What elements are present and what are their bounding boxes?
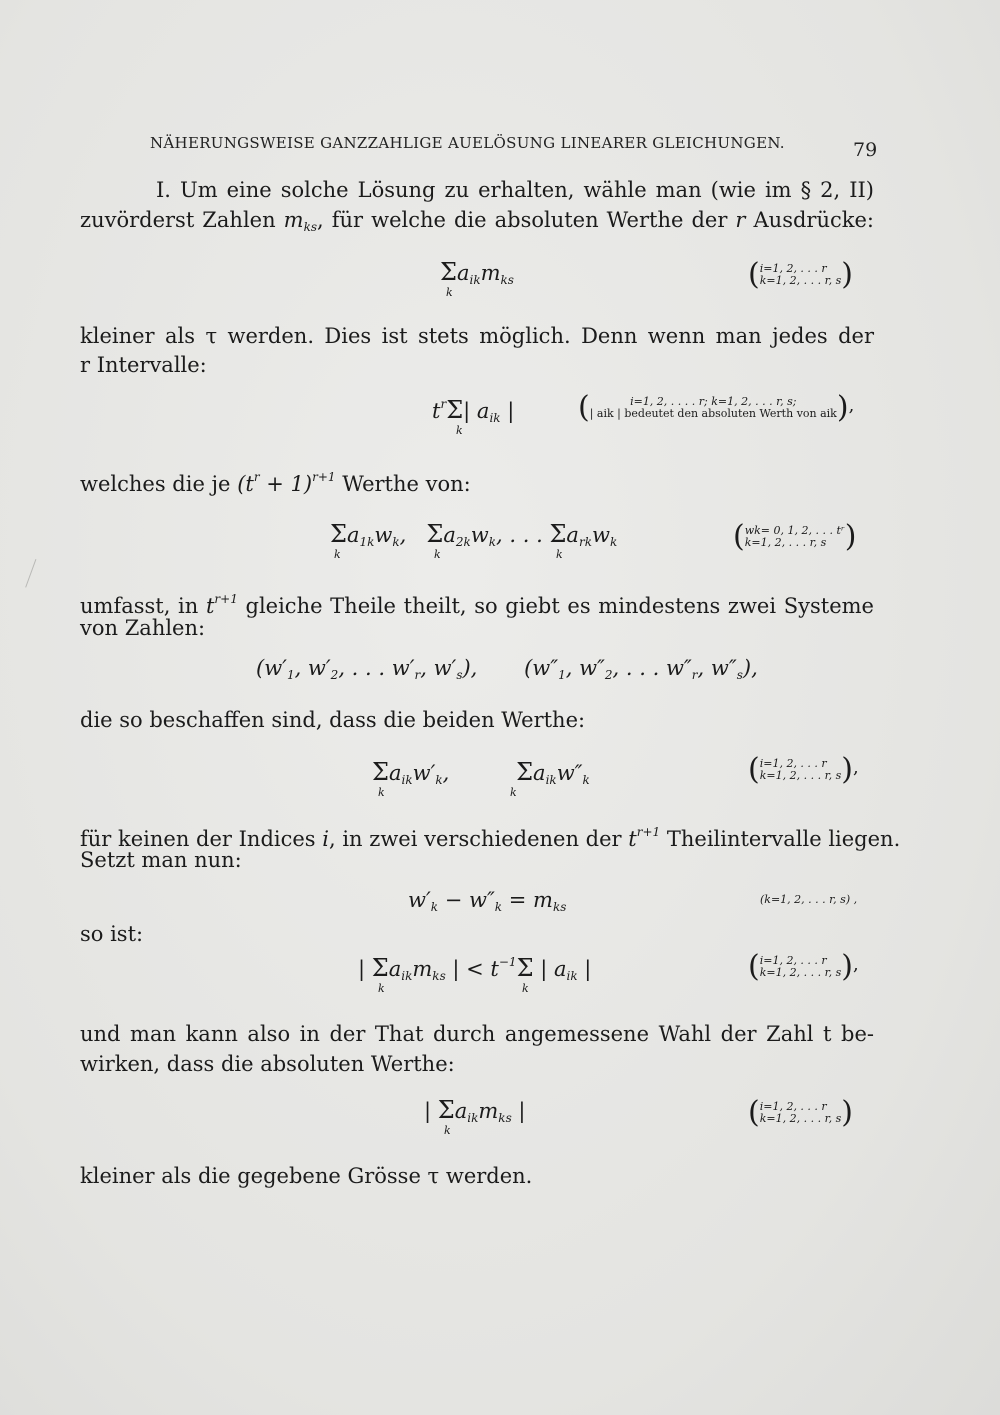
text-line-6b: gleiche Theile theilt, so giebt es mindestens zwei Systeme: [245, 594, 874, 618]
formula-abs-sum-aik-mks: | $\Sigma a_{ik}m_{ks}$ | k: [424, 1096, 526, 1137]
formula-5-conditions: (i=1, 2, . . . r k=1, 2, . . . r, s),: [748, 752, 859, 787]
text-line-3: kleiner als τ werden. Dies ist stets möglich. Denn wenn man jedes der: [80, 324, 874, 348]
formula-8-conditions: (i=1, 2, . . . r k=1, 2, . . . r, s): [748, 1095, 853, 1130]
text-line-14: kleiner als die gegebene Grösse τ werden.: [80, 1164, 533, 1188]
symbol-tr-plus-1-power: $t^{r+1}$: [205, 592, 238, 618]
symbol-i: i: [322, 827, 329, 851]
text-line-9a: für keinen der Indices: [80, 827, 316, 851]
symbol-r: r: [735, 208, 746, 232]
margin-mark: [25, 559, 46, 591]
text-line-7: von Zahlen:: [80, 616, 206, 640]
page-number: 79: [853, 139, 878, 161]
formula-7-conditions: (i=1, 2, . . . r k=1, 2, . . . r, s),: [748, 949, 859, 984]
text-line-13: wirken, dass die absoluten Werthe:: [80, 1052, 455, 1076]
text-line-5b: Werthe von:: [342, 472, 471, 496]
formula-6-conditions: (k=1, 2, . . . r, s) ,: [760, 893, 858, 906]
formula-sums-a1k-wk: $\Sigma a_{1k}w_k$, $\Sigma a_{2k}w_k$, . . . $\Sigma a_{rk}w_k$ k k k: [330, 520, 618, 561]
symbol-tr-plus-1: $(t^r + 1)^{r+1}$: [237, 470, 336, 496]
text-line-5: [80, 463, 874, 498]
text-line-2c: Ausdrücke:: [753, 208, 874, 232]
text-line-12: und man kann also in der That durch angemessene Wahl der Zahl t be-: [80, 1022, 874, 1046]
text-line-2b: , für welche die absoluten Werthe der: [317, 208, 728, 232]
formula-2-conditions: ( i=1, 2, . . . . r; k=1, 2, . . . r, s; | aik | bedeutet den absoluten Werth von aik),: [578, 390, 855, 425]
text-line-9c: Theilintervalle liegen.: [666, 827, 901, 851]
text-line-8: die so beschaffen sind, dass die beiden Werthe:: [80, 708, 586, 732]
formula-inequality: | $\Sigma a_{ik}m_{ks}$ | < $t^{-1}\Sigma$ | $a_{ik}$ | k k: [358, 954, 592, 995]
running-title: NÄHERUNGSWEISE GANZZAHLIGE AUELÖSUNG LINEARER GLEICHUNGEN.: [150, 134, 785, 152]
text-line-11: so ist:: [80, 922, 144, 946]
symbol-m-ks: $m_{ks}$: [283, 208, 318, 234]
formula-w-difference: $w'_k - w''_k = m_{ks}$: [408, 888, 567, 914]
text-line-5a: welches die je: [80, 472, 231, 496]
text-line-10: Setzt man nun:: [80, 848, 242, 872]
formula-both-values: $\Sigma a_{ik}w'_k$, $\Sigma a_{ik}w''_k$ k k: [372, 758, 590, 799]
text-line-4: r Intervalle:: [80, 353, 207, 377]
formula-sum-aik-mks: $\Sigma a_{ik}m_{ks}$ k: [440, 258, 514, 299]
formula-1-conditions: (i=1, 2, . . . r k=1, 2, . . . r, s): [748, 257, 853, 292]
text-line-2: [80, 206, 874, 241]
formula-tr-sum-abs-aik: $t^r\Sigma|$ $a_{ik}$ | k: [432, 396, 515, 437]
text-line-9b: , in zwei verschiedenen der: [328, 827, 622, 851]
text-line-6a: umfasst, in: [80, 594, 199, 618]
text-line-1: I. Um eine solche Lösung zu erhalten, wähle man (wie im § 2, II): [156, 178, 874, 202]
text-line-2a: zuvörderst Zahlen: [80, 208, 276, 232]
formula-3-conditions: (wk= 0, 1, 2, . . . tʳ k=1, 2, . . . r, s ): [733, 519, 857, 554]
symbol-tr1-intervals: $t^{r+1}$: [628, 825, 661, 851]
formula-two-systems: ($w'_1$, $w'_2$, . . . $w'_r$, $w'_s$), ($w''_1$, $w''_2$, . . . $w''_r$, $w''_s$),: [256, 656, 758, 682]
